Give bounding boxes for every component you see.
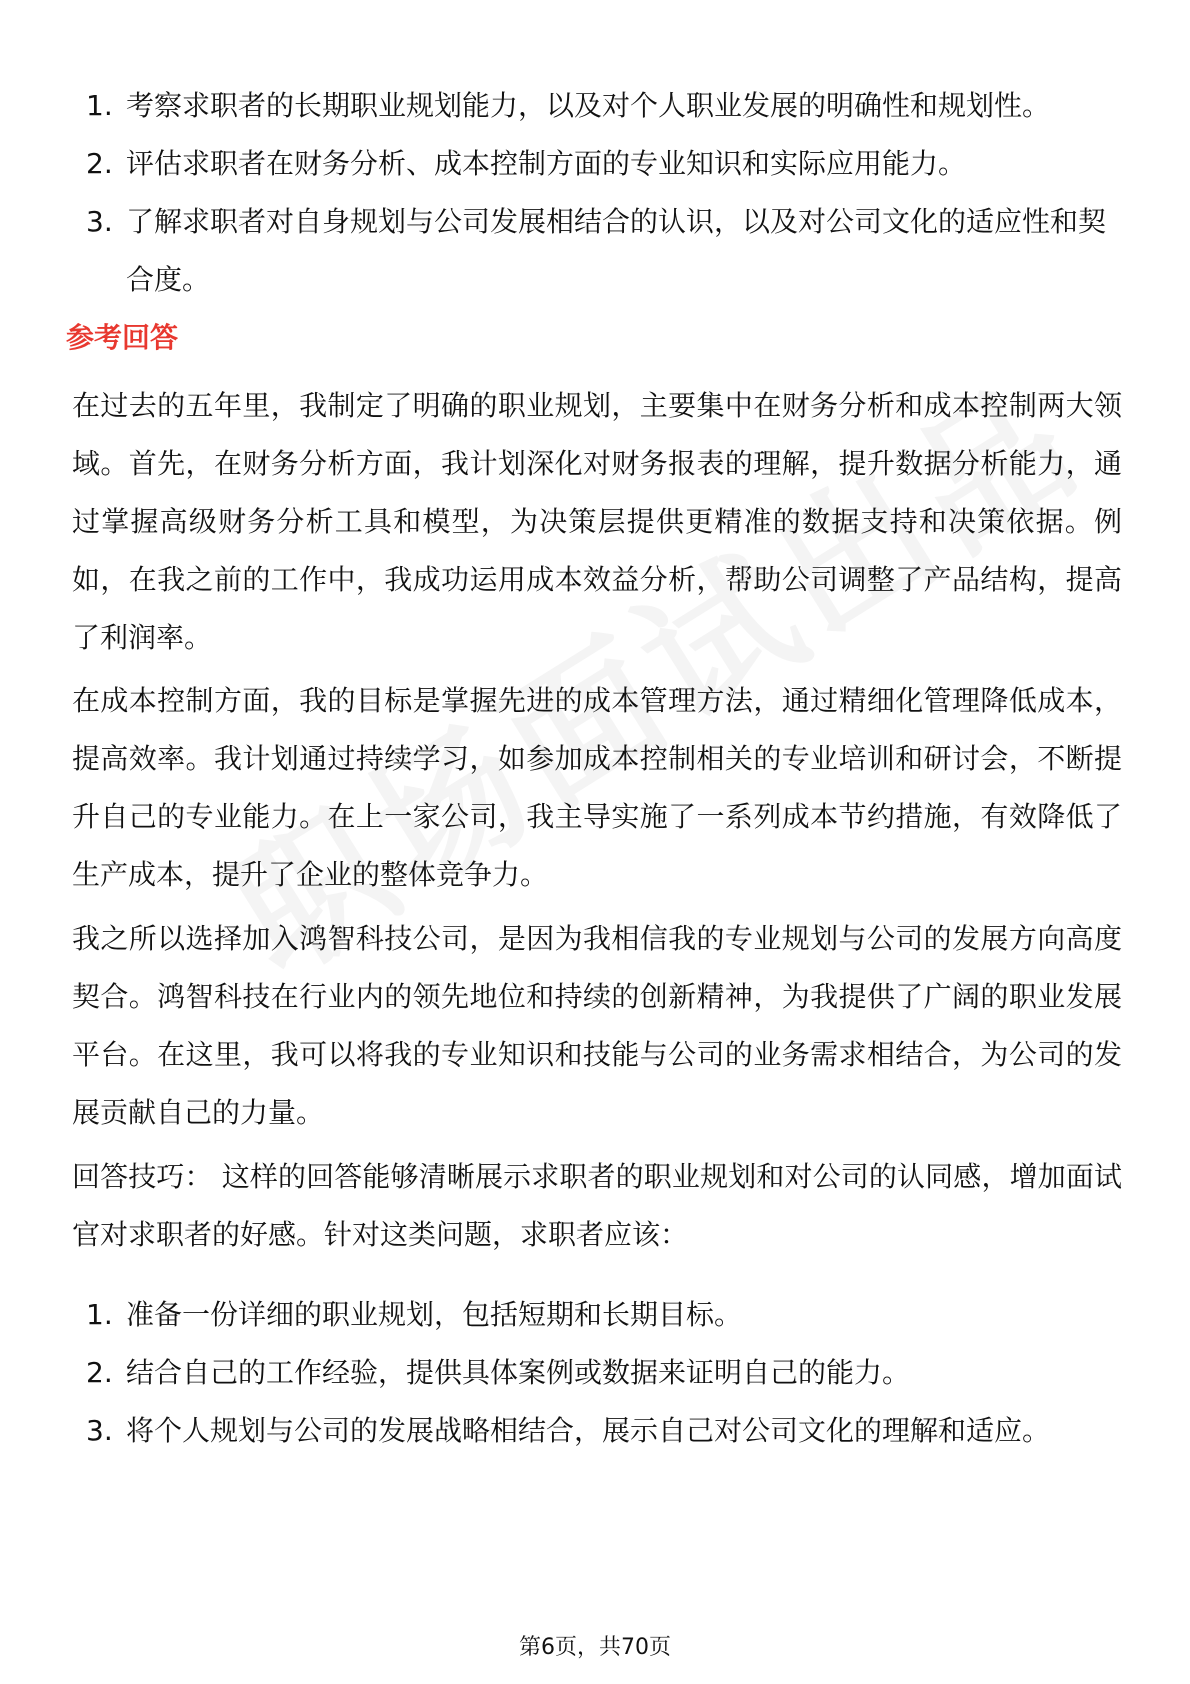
answer-paragraph: 我之所以选择加入鸿智科技公司，是因为我相信我的专业规划与公司的发展方向高度契合。鸿智科技在行业内的领先地位和持续的创新精神，为我提供了广阔的职业发展平台。在这里，我可以将我的专业知识和技能与公司的业务需求相结合，为公司的发展贡献自己的力量。 [72,922,1122,1129]
list-item-number: 2. [86,1356,113,1389]
list-item [72,1344,1122,1402]
list-item [72,1402,1122,1460]
list-item-text: 了解求职者对自身规划与公司发展相结合的认识，以及对公司文化的适应性和契合度。 [126,205,1107,296]
answer-heading: 参考回答 [66,321,179,354]
tips-list [72,1286,1122,1460]
list-item-number: 3. [86,1414,113,1447]
list-item-number: 1. [86,1298,113,1331]
list-item-text: 结合自己的工作经验，提供具体案例或数据来证明自己的能力。 [126,1356,911,1389]
list-item-text: 准备一份详细的职业规划，包括短期和长期目标。 [126,1298,743,1331]
tips-intro-paragraph: 回答技巧： 这样的回答能够清晰展示求职者的职业规划和对公司的认同感，增加面试官对求职者的好感。针对这类问题，求职者应该： [72,1160,1122,1251]
list-item [72,1286,1122,1344]
evaluation-points-list [72,77,1122,309]
list-item-number: 3. [86,205,113,238]
list-item [72,135,1122,193]
list-item-number: 1. [86,89,113,122]
list-item-text: 评估求职者在财务分析、成本控制方面的专业知识和实际应用能力。 [126,147,967,180]
list-item-text: 将个人规划与公司的发展战略相结合，展示自己对公司文化的理解和适应。 [126,1414,1051,1447]
answer-paragraph: 在成本控制方面，我的目标是掌握先进的成本管理方法，通过精细化管理降低成本，提高效率。我计划通过持续学习，如参加成本控制相关的专业培训和研讨会，不断提升自己的专业能力。在上一家公司，我主导实施了一系列成本节约措施，有效降低了生产成本，提升了企业的整体竞争力。 [72,684,1122,891]
page-footer: 第6页，共70页 [519,1635,671,1660]
answer-paragraph: 在过去的五年里，我制定了明确的职业规划，主要集中在财务分析和成本控制两大领域。首先，在财务分析方面，我计划深化对财务报表的理解，提升数据分析能力，通过掌握高级财务分析工具和模型，为决策层提供更精准的数据支持和决策依据。例如，在我之前的工作中，我成功运用成本效益分析，帮助公司调整了产品结构，提高了利润率。 [72,389,1122,654]
list-item [72,77,1122,135]
list-item-text: 考察求职者的长期职业规划能力，以及对个人职业发展的明确性和规划性。 [126,89,1051,122]
list-item-number: 2. [86,147,113,180]
list-item [72,193,1122,309]
